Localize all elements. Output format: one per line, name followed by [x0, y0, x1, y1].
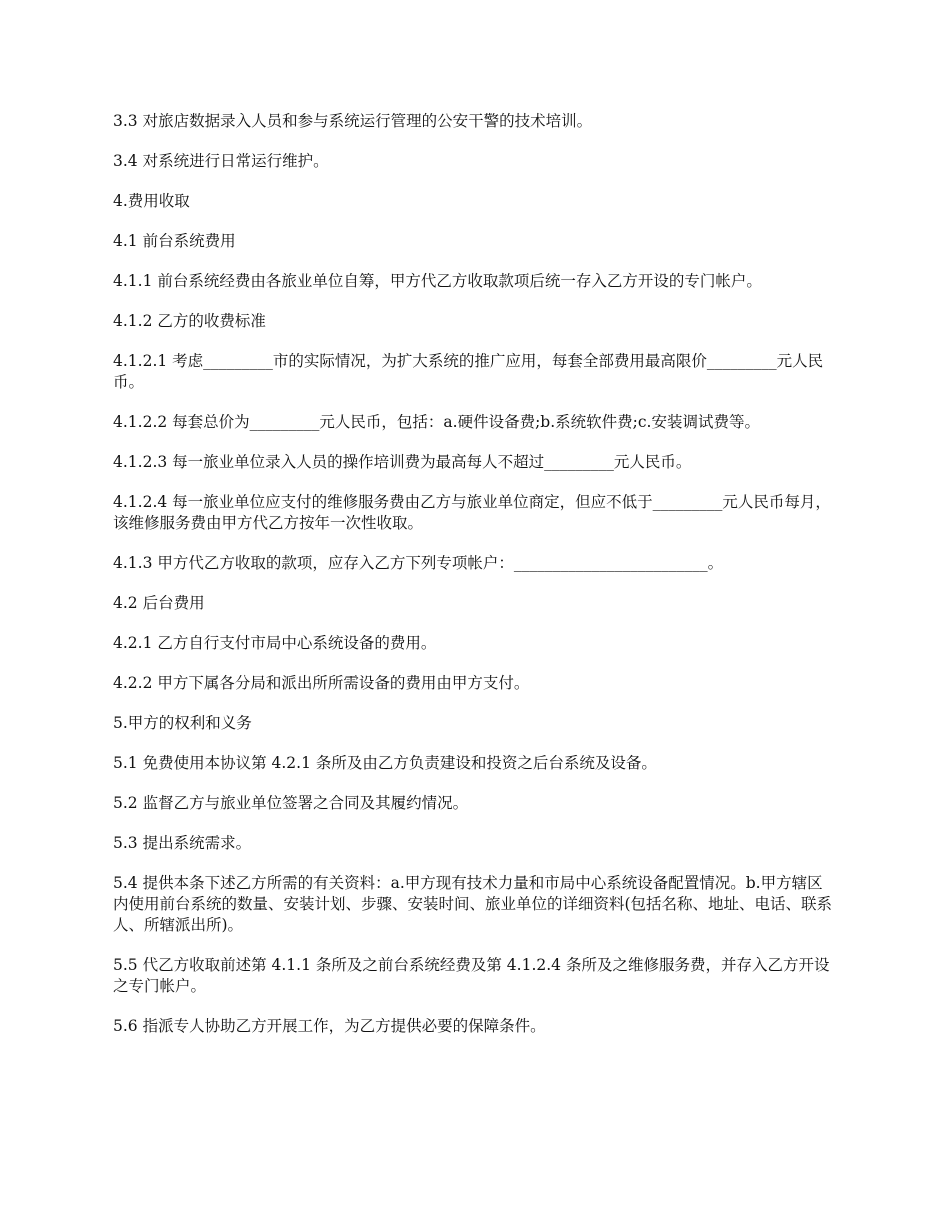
paragraph-5-2: 5.2 监督乙方与旅业单位签署之合同及其履约情况。 [113, 794, 469, 812]
paragraph-5-5: 5.5 代乙方收取前述第 4.1.1 条所及之前台系统经费及第 4.1.2.4 条所及之维修服务费，并存入乙方开设之专门帐户。 [113, 956, 830, 995]
paragraph-5-6: 5.6 指派专人协助乙方开展工作，为乙方提供必要的保障条件。 [113, 1017, 546, 1035]
paragraph-5-1: 5.1 免费使用本协议第 4.2.1 条所及由乙方负责建设和投资之后台系统及设备。 [113, 754, 657, 772]
paragraph-4-2-2: 4.2.2 甲方下属各分局和派出所所需设备的费用由甲方支付。 [113, 674, 530, 692]
paragraph-4-1-2-2: 4.1.2.2 每套总价为_________元人民币，包括：a.硬件设备费;b.系统软件费;c.安装调试费等。 [113, 413, 760, 431]
section-heading-4: 4.费用收取 [113, 192, 190, 210]
paragraph-5-4: 5.4 提供本条下述乙方所需的有关资料：a.甲方现有技术力量和市局中心系统设备配置情况。b.甲方辖区内使用前台系统的数量、安装计划、步骤、安装时间、旅业单位的详细资料(包括名称、地址、电话、联系人、所辖派出所)。 [113, 874, 833, 934]
paragraph-4-2-1: 4.2.1 乙方自行支付市局中心系统设备的费用。 [113, 634, 437, 652]
paragraph-3-3: 3.3 对旅店数据录入人员和参与系统运行管理的公安干警的技术培训。 [113, 112, 593, 130]
subsection-heading-4-2: 4.2 后台费用 [113, 594, 205, 612]
paragraph-4-1-1: 4.1.1 前台系统经费由各旅业单位自筹，甲方代乙方收取款项后统一存入乙方开设的专门帐户。 [113, 272, 762, 290]
paragraph-3-4: 3.4 对系统进行日常运行维护。 [113, 152, 329, 170]
subsection-heading-4-1: 4.1 前台系统费用 [113, 232, 236, 250]
paragraph-5-3: 5.3 提出系统需求。 [113, 834, 252, 852]
paragraph-4-1-3: 4.1.3 甲方代乙方收取的款项，应存入乙方下列专项帐户：_________________________。 [113, 554, 724, 572]
subsection-heading-4-1-2: 4.1.2 乙方的收费标准 [113, 312, 266, 330]
paragraph-4-1-2-3: 4.1.2.3 每一旅业单位录入人员的操作培训费为最高每人不超过_________元人民币。 [113, 453, 692, 471]
document-body [113, 111, 838, 1056]
section-heading-5: 5.甲方的权利和义务 [113, 714, 252, 732]
paragraph-4-1-2-4: 4.1.2.4 每一旅业单位应支付的维修服务费由乙方与旅业单位商定，但应不低于_________元人民币每月，该维修服务费由甲方代乙方按年一次性收取。 [113, 493, 831, 532]
paragraph-4-1-2-1: 4.1.2.1 考虑_________市的实际情况，为扩大系统的推广应用，每套全部费用最高限价_________元人民币。 [113, 352, 824, 391]
